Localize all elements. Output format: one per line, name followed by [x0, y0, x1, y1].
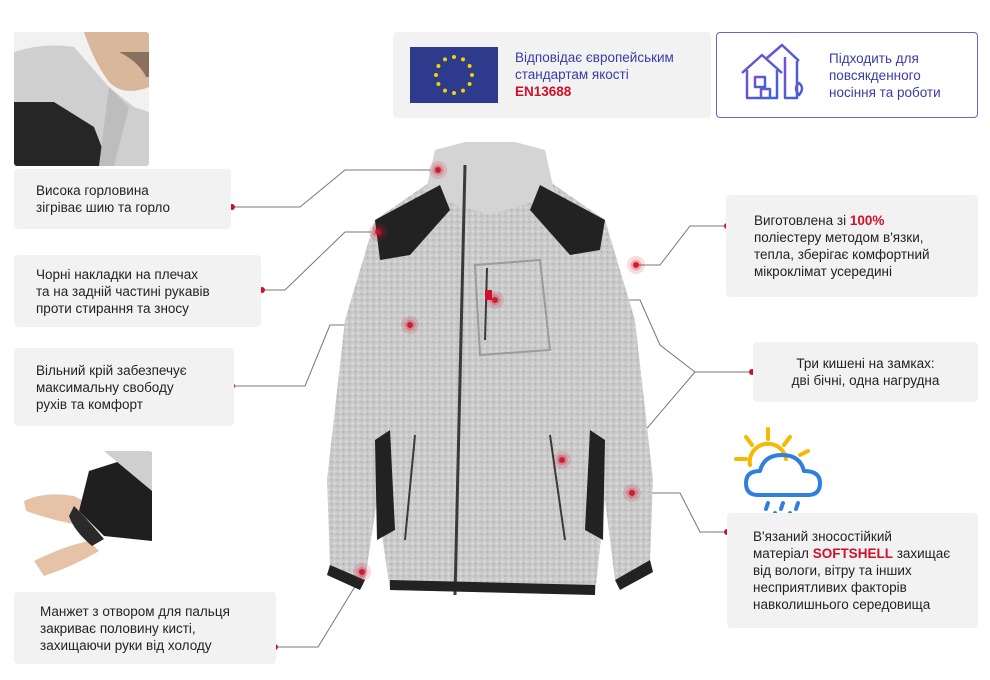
feature-softshell	[727, 513, 978, 628]
feature-pockets-line2: дві бічні, одна нагрудна	[791, 373, 940, 388]
feature-material-line2: поліестеру методом в'язки,	[754, 230, 924, 245]
feature-cuff-line2: закриває половину кисті,	[40, 620, 196, 636]
hotspot-collar[interactable]	[429, 161, 447, 179]
feature-shoulders-line2: та на задній частині рукавів	[36, 283, 210, 299]
feature-cuff	[14, 592, 276, 664]
eu-flag-icon	[410, 47, 498, 103]
daily-badge-line3: носіння та роботи	[829, 85, 941, 100]
eu-standard-badge	[393, 32, 711, 118]
feature-shoulders	[14, 255, 261, 327]
feature-material	[726, 195, 978, 297]
feature-shoulders-line1: Чорні накладки на плечах	[36, 266, 198, 282]
feature-material-line3: тепла, зберігає комфортний	[754, 247, 930, 262]
hotspot-material[interactable]	[627, 256, 645, 274]
feature-fit	[14, 348, 234, 426]
feature-fit-line3: рухів та комфорт	[36, 396, 143, 412]
feature-softshell-line5: навколишнього середовища	[753, 597, 931, 612]
cuff-thumbnail	[14, 451, 152, 588]
feature-fit-line1: Вільний крій забезпечує	[36, 362, 187, 378]
hotspot-chest-pocket[interactable]	[486, 291, 504, 309]
feature-collar	[14, 169, 231, 229]
jacket-image	[315, 140, 665, 620]
hotspot-softshell[interactable]	[623, 484, 641, 502]
daily-badge-line2: повсякденного	[829, 68, 921, 83]
feature-softshell-line4: несприятливих факторів	[753, 580, 907, 595]
feature-collar-line2: зігріває шию та горло	[36, 200, 171, 215]
feature-material-line1: Виготовлена зі 100%	[754, 213, 885, 228]
feature-pockets	[753, 342, 978, 402]
eu-badge-standard: EN13688	[515, 84, 572, 99]
hotspot-cuff[interactable]	[353, 563, 371, 581]
feature-softshell-line1: В'язаний зносостійкий	[753, 529, 892, 544]
feature-fit-line2: максимальну свободу	[36, 379, 174, 395]
feature-softshell-line3: від вологи, вітру та інших	[753, 563, 912, 578]
feature-softshell-line2: матеріал SOFTSHELL захищає	[753, 546, 951, 561]
house-icon	[737, 43, 807, 108]
cuff-image	[14, 451, 152, 588]
daily-badge-line1: Підходить для	[829, 51, 919, 66]
eu-badge-line1: Відповідає європейським	[515, 50, 674, 65]
material-percent: 100%	[849, 213, 885, 228]
collar-thumbnail	[14, 32, 149, 166]
eu-badge-line2: стандартам якості	[515, 67, 629, 82]
hotspot-side-pocket[interactable]	[553, 451, 571, 469]
hotspot-fit[interactable]	[401, 316, 419, 334]
feature-cuff-line3: захищаючи руки від холоду	[40, 637, 212, 653]
softshell-highlight: SOFTSHELL	[812, 546, 893, 561]
feature-shoulders-line3: проти стирання та зносу	[36, 300, 189, 316]
hotspot-shoulder[interactable]	[369, 223, 387, 241]
feature-collar-line1: Висока горловина	[36, 183, 149, 198]
feature-material-line4: мікроклімат усередині	[754, 264, 893, 279]
collar-image	[14, 32, 149, 166]
sun-cloud-rain-icon	[728, 425, 828, 525]
feature-cuff-line1: Манжет з отвором для пальця	[40, 603, 230, 619]
feature-pockets-line1: Три кишені на замках:	[796, 356, 935, 371]
daily-wear-badge	[716, 32, 978, 118]
